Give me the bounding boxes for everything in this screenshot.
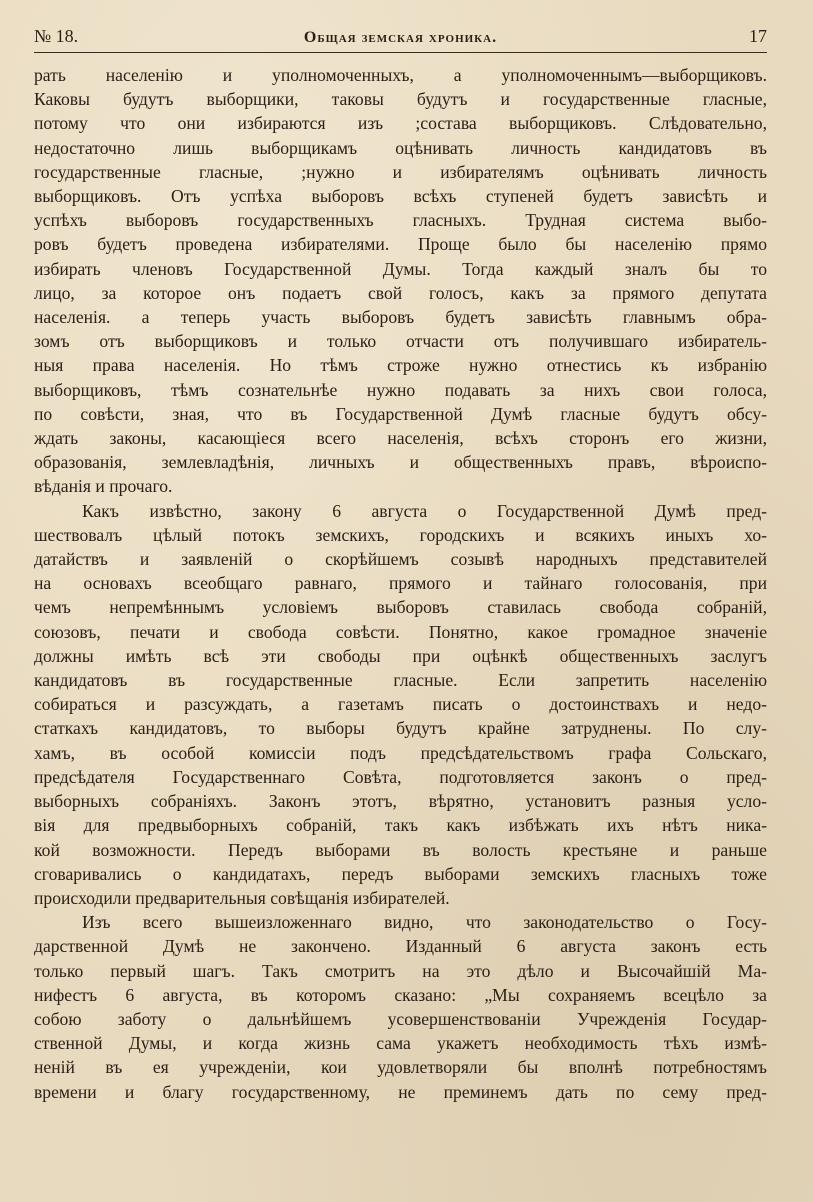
text-line: чемъ непремѣннымъ условіемъ выборовъ ставилась свобода собраній, [34,597,767,618]
text-line: дарственной Думѣ не закончено. Изданный 6 августа законъ есть [34,936,767,957]
text-line: ственной Думы, и когда жизнь сама укажетъ необходимость тѣхъ измѣ- [34,1033,767,1054]
text-line: собираться и разсуждать, а газетамъ писать о достоинствахъ и недо- [34,694,767,715]
text-line: зомъ отъ выборщиковъ и только отчасти отъ получившаго избиратель- [34,331,767,352]
text-line: датайствъ и заявленій о скорѣйшемъ созывѣ народныхъ представителей [34,549,767,570]
text-line: избирать членовъ Государственной Думы. Тогда каждый зналъ бы то [34,258,767,279]
text-line: кандидатовъ въ государственные гласные. Если запретить населенію [34,670,767,691]
text-line: кой возможности. Передъ выборами въ волость крестьяне и раньше [34,839,767,860]
text-line: Какъ извѣстно, закону 6 августа о Государственной Думѣ пред- [82,500,767,521]
text-line: выборныхъ собраніяхъ. Законъ этотъ, вѣрятно, установитъ разныя усло- [34,791,767,812]
text-line: ровъ будетъ проведена избирателями. Проще было бы населенію прямо [34,234,767,255]
text-line: рать населенію и уполномоченныхъ, а уполномоченнымъ—выборщиковъ. [34,65,767,85]
text-line: вѣданія и прочаго. [34,476,173,497]
text-line: хамъ, въ особой комиссіи подъ предсѣдательствомъ графа Сольскаго, [34,742,767,763]
text-line: неній въ ея учрежденіи, кои удовлетворяли бы вполнѣ потребностямъ [34,1057,767,1078]
text-line: на основахъ всеобщаго равнаго, прямого и тайнаго голосованія, при [34,573,767,594]
text-line: недостаточно лишь выборщикамъ оцѣнивать личность кандидатовъ въ [34,137,767,158]
text-line: предсѣдателя Государственнаго Совѣта, подготовляется законъ о пред- [34,766,767,787]
text-line: нифестъ 6 августа, въ которомъ сказано: „Мы сохраняемъ всецѣло за [34,984,767,1005]
page-number: 17 [749,26,767,46]
running-header [34,26,767,53]
text-line: происходили предварительныя совѣщанія избирателей. [34,887,450,908]
text-line: потому что они избираются изъ ;состава выборщиковъ. Слѣдовательно, [34,113,767,134]
text-line: государственные гласные, ;нужно и избирателямъ оцѣнивать личность [34,161,767,182]
text-line: по совѣсти, зная, что въ Государственной Думѣ гласные будутъ обсу- [34,403,767,424]
text-line: только первый шагъ. Такъ смотритъ на это дѣло и Высочайшій Ма- [34,960,767,981]
text-line: выборщиковъ, тѣмъ сознательнѣе нужно подавать за нихъ свои голоса, [34,379,767,400]
text-line: ждать законы, касающіеся всего населенія, всѣхъ сторонъ его жизни, [34,428,767,449]
text-line: населенія. а теперь участь выборовъ будетъ зависѣть главнымъ обра- [34,307,767,328]
text-line: выборщиковъ. Отъ успѣха выборовъ всѣхъ ступеней будетъ зависѣть и [34,186,767,207]
text-line: должны имѣть всѣ эти свободы при оцѣнкѣ общественныхъ заслугъ [34,645,767,666]
text-line: лицо, за которое онъ подаетъ свой голосъ, какъ за прямого депутата [34,282,767,303]
text-line: успѣхъ выборовъ государственныхъ гласныхъ. Трудная система выбо- [34,210,767,231]
text-line: статкахъ кандидатовъ, то выборы будутъ крайне затруднены. По слу- [34,718,767,739]
text-line: времени и благу государственному, не преминемъ дать по сему пред- [34,1081,767,1102]
text-line: вія для предвыборныхъ собраній, такъ какъ избѣжать ихъ нѣтъ ника- [34,815,767,836]
text-line: Каковы будутъ выборщики, таковы будутъ и государственные гласные, [34,89,767,110]
article-body [34,63,767,1104]
issue-number: № 18. [34,26,79,46]
text-line: сговаривались о кандидатахъ, передъ выборами земскихъ гласныхъ тоже [34,863,767,884]
text-line: шествовалъ цѣлый потокъ земскихъ, городскихъ и всякихъ иныхъ хо- [34,524,767,545]
text-line: ныя права населенія. Но тѣмъ строже нужно отнестись къ избранію [34,355,767,376]
text-line: Изъ всего вышеизложеннаго видно, что законодательство о Госу- [82,912,767,933]
text-line: образованія, землевладѣнія, личныхъ и общественныхъ правъ, вѣроиспо- [34,452,767,473]
section-title: Общая земская хроника. [303,29,498,46]
text-line: собою заботу о дальнѣйшемъ усовершенствованіи Учрежденія Государ- [34,1008,767,1029]
text-line: союзовъ, печати и свобода совѣсти. Понятно, какое громадное значеніе [34,621,767,642]
